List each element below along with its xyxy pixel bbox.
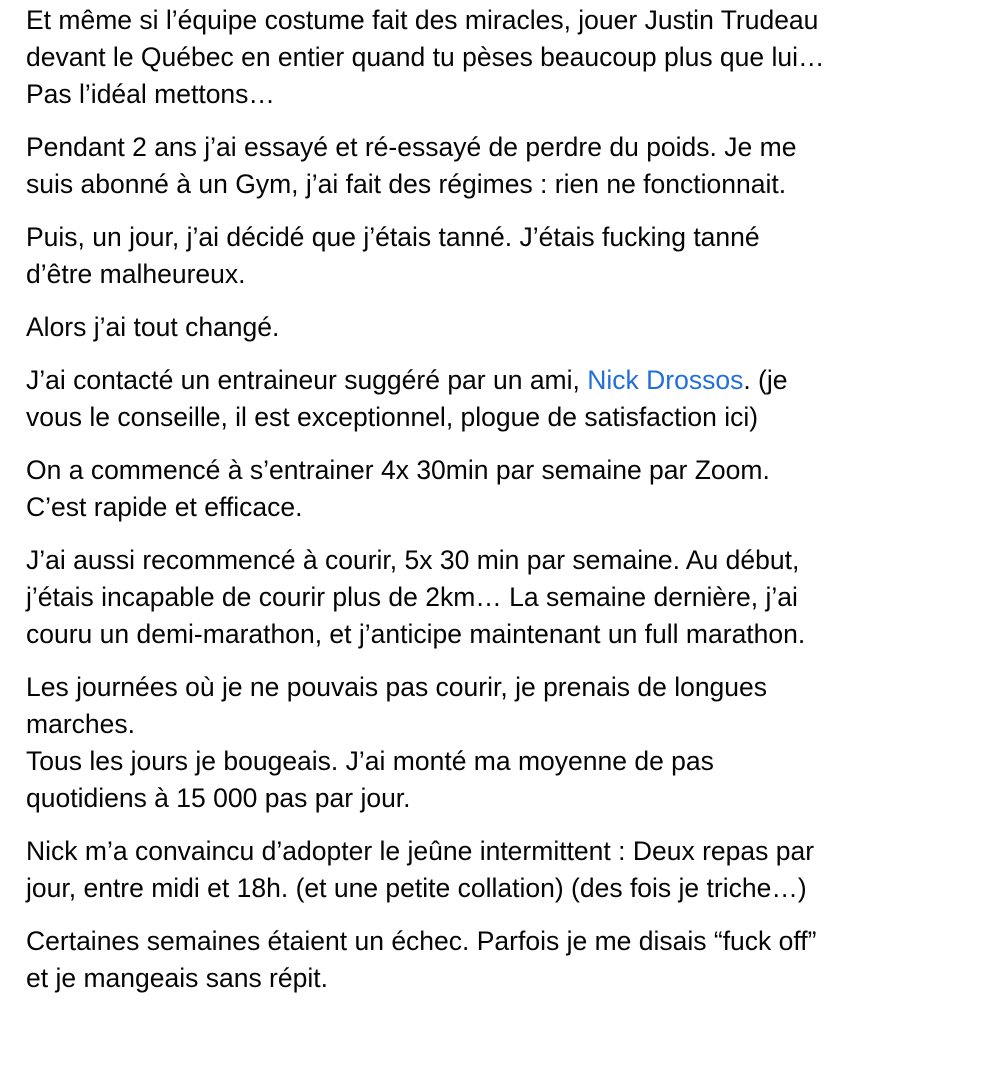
post-paragraph-1 <box>26 2 986 113</box>
text-line-with-mention <box>26 362 986 399</box>
text-line: Les journées où je ne pouvais pas courir, je prenais de longues <box>26 672 768 702</box>
post-paragraph-2 <box>26 129 986 203</box>
post-paragraph-6 <box>26 452 986 526</box>
mention-prefix-text: J’ai contacté un entraineur suggéré par un ami, <box>26 365 588 395</box>
post-paragraph-10 <box>26 923 986 997</box>
text-line: J’ai aussi recommencé à courir, 5x 30 min par semaine. Au début, <box>26 545 800 575</box>
text-line: jour, entre midi et 18h. (et une petite collation) (des fois je triche…) <box>26 873 807 903</box>
text-line: Pendant 2 ans j’ai essayé et ré-essayé de perdre du poids. Je me <box>26 132 797 162</box>
text-line: marches. <box>26 709 135 739</box>
post-paragraph-7 <box>26 542 986 653</box>
mention-link-nick-drossos[interactable]: Nick Drossos <box>587 365 744 395</box>
text-line: Alors j’ai tout changé. <box>26 312 280 342</box>
text-line: Certaines semaines étaient un échec. Parfois je me disais “fuck off” <box>26 926 817 956</box>
text-line: suis abonné à un Gym, j’ai fait des régimes : rien ne fonctionnait. <box>26 169 787 199</box>
text-line: vous le conseille, il est exceptionnel, plogue de satisfaction ici) <box>26 402 759 432</box>
post-paragraph-3 <box>26 219 986 293</box>
text-line: Et même si l’équipe costume fait des miracles, jouer Justin Trudeau <box>26 5 819 35</box>
post-paragraph-4 <box>26 309 986 346</box>
post-paragraph-9 <box>26 833 986 907</box>
text-line: On a commencé à s’entrainer 4x 30min par semaine par Zoom. <box>26 455 770 485</box>
text-line: Nick m’a convaincu d’adopter le jeûne intermittent : Deux repas par <box>26 836 815 866</box>
text-line: Puis, un jour, j’ai décidé que j’étais tanné. J’étais fucking tanné <box>26 222 760 252</box>
post-paragraph-5 <box>26 362 986 436</box>
text-line: et je mangeais sans répit. <box>26 963 328 993</box>
text-line: C’est rapide et efficace. <box>26 492 303 522</box>
text-line: d’être malheureux. <box>26 259 246 289</box>
text-line: Pas l’idéal mettons… <box>26 79 275 109</box>
post-paragraph-8 <box>26 669 986 817</box>
text-line: couru un demi-marathon, et j’anticipe maintenant un full marathon. <box>26 619 806 649</box>
mention-suffix-text: . (je <box>743 365 788 395</box>
text-line: Tous les jours je bougeais. J’ai monté ma moyenne de pas <box>26 746 714 776</box>
text-line: quotidiens à 15 000 pas par jour. <box>26 783 411 813</box>
text-line: devant le Québec en entier quand tu pèses beaucoup plus que lui… <box>26 42 825 72</box>
text-line: j’étais incapable de courir plus de 2km… La semaine dernière, j’ai <box>26 582 798 612</box>
